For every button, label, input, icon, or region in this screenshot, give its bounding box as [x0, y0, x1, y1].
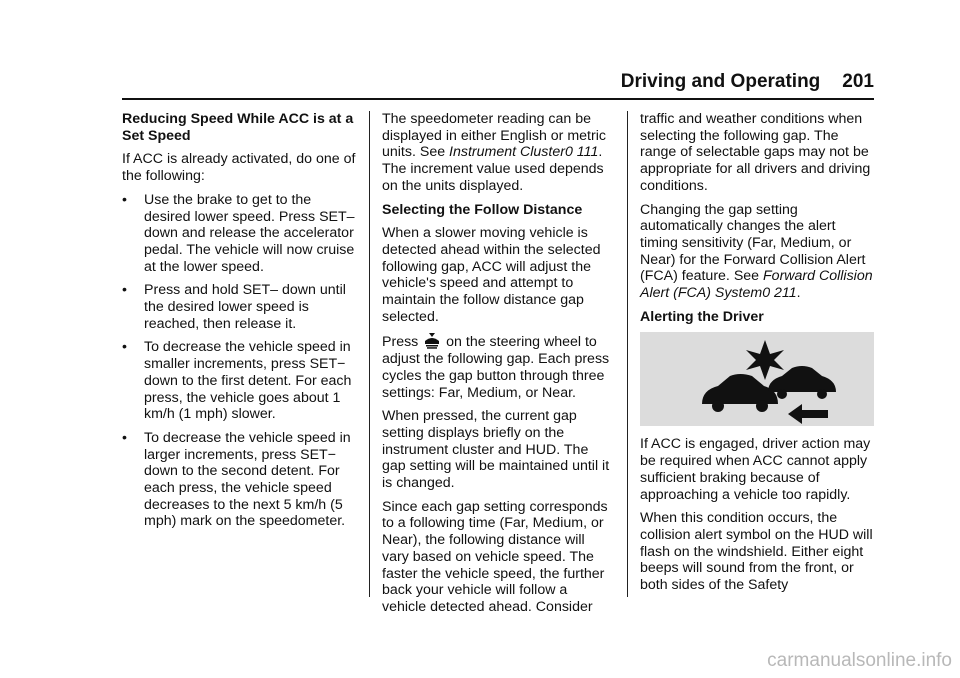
text-span: The speedometer reading can be displayed in either English or metric units. See	[382, 111, 606, 161]
text-span: Press	[382, 334, 423, 351]
bullet-text: Press and hold SET– down until the desired lower speed is reached, then release it.	[144, 282, 346, 332]
column-3	[640, 111, 876, 601]
bullet-text: To decrease the vehicle speed in larger increments, press SET− down to the second detent. For each press, the vehicle speed decreases to the next 5 km/h (5 mph) mark on the speedometer.	[144, 429, 351, 530]
paragraph-gap-display: When pressed, the current gap setting displays briefly on the instrument cluster and HUD. The gap setting will be maintained until it is changed.	[382, 408, 610, 492]
bullet-item	[122, 282, 358, 332]
paragraph-alert-timing	[640, 202, 876, 302]
bullet-item	[122, 192, 358, 276]
paragraph-press-gap	[382, 332, 614, 401]
header-rule	[122, 98, 874, 100]
bullet-item	[122, 430, 358, 530]
column-divider-2	[627, 111, 628, 597]
heading-reducing-speed: Reducing Speed While ACC is at a Set Speed	[122, 111, 354, 144]
section-title: Driving and Operating	[620, 71, 821, 92]
bullet-marker: •	[122, 282, 127, 299]
heading-alerting-driver: Alerting the Driver	[640, 308, 764, 325]
bullet-text: To decrease the vehicle speed in smaller increments, press SET− down to the first detent. For each press, the vehicle goes about 1 km/h (1 mph) slower.	[144, 339, 352, 423]
bullet-text: Use the brake to get to the desired lower speed. Press SET– down and release the accelerator pedal. The vehicle will now cruise at the lower speed.	[144, 191, 355, 275]
bullet-marker: •	[122, 429, 127, 446]
paragraph-intro: If ACC is already activated, do one of the following:	[122, 151, 356, 185]
paragraph-gap-time: Since each gap setting corresponds to a following time (Far, Medium, or Near), the following distance will vary based on vehicle speed. The faster the vehicle speed, the further back your vehicle will follow a vehicle detected ahead. Consider	[382, 498, 608, 615]
column-1	[122, 111, 358, 537]
collision-alert-illustration	[640, 332, 874, 426]
page-ref: 0 211	[762, 285, 797, 302]
paragraph-traffic: traffic and weather conditions when selecting the following gap. The range of selectable gaps may not be appropriate for all drivers and driving conditions.	[640, 111, 871, 194]
watermark: carmanualsonline.info	[767, 650, 952, 671]
link-forward-collision-alert[interactable]: Forward Collision Alert (FCA) System	[640, 268, 873, 302]
link-instrument-cluster[interactable]: Instrument Cluster	[449, 144, 565, 161]
column-divider-1	[369, 111, 370, 597]
text-span: on the steering wheel to adjust the following gap. Each press cycles the gap button through three settings: Far, Medium, or Near.	[382, 334, 610, 401]
bullet-marker: •	[122, 339, 127, 356]
paragraph-speedometer	[382, 111, 614, 195]
text-span: Changing the gap setting automatically changes the alert timing sensitivity (Far, Medium, or Near) for the Forward Collision Alert (FCA) feature. See	[640, 201, 866, 285]
paragraph-acc-engaged: If ACC is engaged, driver action may be required when ACC cannot apply sufficient braking because of approaching a vehicle too rapidly.	[640, 436, 871, 503]
page-ref: 0 111	[564, 144, 599, 161]
bullet-marker: •	[122, 191, 127, 208]
page-header	[0, 70, 874, 94]
paragraph-condition: When this condition occurs, the collision alert symbol on the HUD will flash on the windshield. Either eight beeps will sound from the front, or both sides of the Safety	[640, 510, 873, 594]
paragraph-slower-vehicle: When a slower moving vehicle is detected ahead within the selected following gap, ACC will adjust the vehicle's speed and attempt to maintain the follow distance gap selected.	[382, 225, 601, 325]
text-span: . The increment value used depends on the units displayed.	[382, 144, 604, 194]
page-number: 201	[842, 71, 874, 92]
heading-follow-distance: Selecting the Follow Distance	[382, 201, 583, 218]
follow-gap-icon	[422, 332, 442, 349]
text-span: .	[796, 285, 801, 302]
column-2	[382, 111, 614, 623]
bullet-item	[122, 339, 358, 423]
